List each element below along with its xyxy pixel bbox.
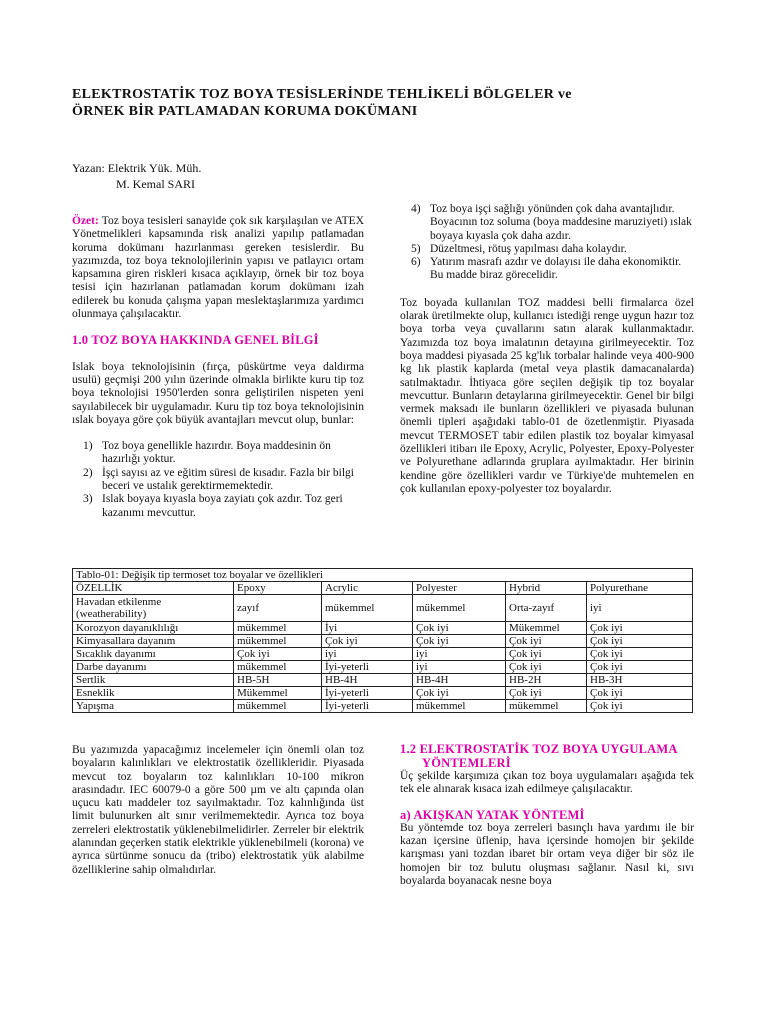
fluid-bed-paragraph: Bu yöntemde toz boya zerreleri basınçlı hava yardımı ile bir kazan içersine üflenip, hava içersinde homojen bir şekilde karışması yani tozdan ibaret bir ortam veya diğer bir söz ile homojen bir toz bulutu oluşması sağlanır. Nasıl ki, sıvı boyalarda boyanacak nesne boya — [400, 821, 694, 888]
section-1-0-paragraph: Islak boya teknolojisinin (fırça, püskürtme veya daldırma usulü) geçmişi 200 yılın üzerinde olmakla birlikte kuru tip toz boya teknolojisi 1950'lerden sonra geliştirilen nispeten yeni sayılabilecek bir uygulamadır. Kuru tip toz boya teknolojisinin ıslak boyaya göre çok büyük avantajları mevcut olup, bunlar: — [72, 360, 364, 426]
title-line-2: ÖRNEK BİR PATLAMADAN KORUMA DOKÜMANI — [72, 104, 418, 119]
list-text: Toz boya genellikle hazırdır. Boya maddesinin ön hazırlığı yoktur. — [102, 440, 331, 466]
heading-line-1: ELEKTROSTATİK TOZ BOYA UYGULAMA — [419, 742, 678, 756]
table-header: Polyester — [413, 582, 506, 595]
table-cell: Çok iyi — [413, 635, 506, 648]
list-text: Yatırım masrafı azdır ve dolayısı ile daha ekonomiktir. Bu madde biraz görecelidir. — [430, 256, 682, 282]
table-cell: mükemmel — [413, 595, 506, 622]
table-cell: Orta-zayıf — [506, 595, 587, 622]
table-cell: Çok iyi — [322, 635, 413, 648]
list-item — [400, 243, 694, 256]
table-cell: mükemmel — [506, 700, 587, 713]
list-number: 5) — [411, 242, 421, 255]
table-cell: Çok iyi — [506, 648, 587, 661]
table-cell: HB-4H — [322, 674, 413, 687]
table-cell: Korozyon dayanıklılığı — [73, 622, 234, 635]
author-block — [72, 160, 201, 192]
list-text: Düzeltmesi, rötuş yapılması daha kolaydır. — [430, 242, 627, 255]
table-cell: Çok iyi — [506, 661, 587, 674]
table-row — [73, 687, 693, 700]
list-text: Toz boya işçi sağlığı yönünden çok daha avantajlıdır. Boyacının toz soluma (boya maddesine maruziyeti) ıslak boyaya kıyasla çok daha azdır. — [430, 203, 692, 242]
table-cell: zayıf — [234, 595, 322, 622]
author-line-1: Yazan: Elektrik Yük. Müh. — [72, 161, 202, 175]
table-row — [73, 622, 693, 635]
table-cell: Çok iyi — [413, 687, 506, 700]
table-cell: iyi — [413, 648, 506, 661]
table-cell: Çok iyi — [587, 687, 693, 700]
document-title — [72, 86, 692, 120]
table-row — [73, 700, 693, 713]
table-cell: Çok iyi — [587, 648, 693, 661]
section-heading-1-2 — [400, 742, 694, 770]
table-cell: Çok iyi — [587, 661, 693, 674]
table-cell: mükemmel — [234, 635, 322, 648]
list-number: 4) — [411, 203, 421, 215]
table-cell: İyi — [322, 622, 413, 635]
list-item — [72, 467, 364, 494]
table-cell: HB-4H — [413, 674, 506, 687]
table-cell: iyi — [413, 661, 506, 674]
abstract-label: Özet: — [72, 215, 99, 227]
table-cell: iyi — [587, 595, 693, 622]
left-column — [72, 215, 364, 520]
subheading-fluid-bed: a) AKIŞKAN YATAK YÖNTEMİ — [400, 807, 585, 822]
table-cell: HB-5H — [234, 674, 322, 687]
table-cell: Çok iyi — [506, 687, 587, 700]
list-number: 6) — [411, 256, 421, 269]
table-cell: İyi-yeterli — [322, 700, 413, 713]
list-number: 1) — [83, 440, 93, 453]
list-number: 3) — [83, 493, 93, 506]
list-number: 2) — [83, 466, 93, 479]
table-cell: iyi — [322, 648, 413, 661]
powder-paint-table — [72, 568, 693, 713]
table-cell: Mükemmel — [234, 687, 322, 700]
table-cell: Yapışma — [73, 700, 234, 713]
right-column — [400, 203, 694, 496]
table-cell: Çok iyi — [587, 700, 693, 713]
heading-number: 1.2 — [400, 742, 417, 756]
table-header: Epoxy — [234, 582, 322, 595]
table-cell: Havadan etkilenme (weatherability) — [73, 595, 234, 622]
table-header-row — [73, 582, 693, 595]
list-text: Islak boyaya kıyasla boya zayiatı çok azdır. Toz geri kazanımı mevcuttur. — [102, 493, 343, 519]
heading-line-2: YÖNTEMLERİ — [422, 756, 511, 770]
table-row — [73, 661, 693, 674]
table-cell: Kimyasallara dayanım — [73, 635, 234, 648]
table-cell: Sertlik — [73, 674, 234, 687]
table-row — [73, 648, 693, 661]
list-item — [72, 493, 364, 520]
abstract-text: Toz boya tesisleri sanayide çok sık karşılaşılan ve ATEX Yönetmelikleri kapsamında risk analizi yapılıp patlamadan koruma dokümanı hazırlanması gereken tesislerdir. Bu yazımızda, toz boya teknolojilerinin yapısı ve patlayıcı ortam kapsamına giren riskleri kısaca açıklayıp, örnek bir toz boya tesisi için hazırlanan patlamadan korum dokümanı izah edilerek bu konuda çalışma yapan meslektaşlarımıza yardımcı olunmaya çalışılacaktır. — [72, 215, 365, 321]
bottom-left-column — [72, 744, 364, 877]
table-cell: mükemmel — [234, 661, 322, 674]
table-header: ÖZELLİK — [73, 582, 234, 595]
bottom-right-column — [400, 742, 694, 888]
table-cell: Çok iyi — [587, 622, 693, 635]
table-cell: mükemmel — [322, 595, 413, 622]
table-cell: Çok iyi — [234, 648, 322, 661]
table-header: Hybrid — [506, 582, 587, 595]
advantages-list-left — [72, 440, 364, 520]
table-cell: HB-2H — [506, 674, 587, 687]
methods-intro: Üç şekilde karşımıza çıkan toz boya uygulamaları aşağıda tek tek ele alınarak kısaca izah edilmeye çalışılacaktır. — [400, 770, 694, 796]
table-cell: Darbe dayanımı — [73, 661, 234, 674]
list-text: İşçi sayısı az ve eğitim süresi de kısadır. Fazla bir bilgi beceri ve ustalık gerektirmemektedir. — [102, 466, 354, 493]
list-item — [400, 203, 694, 243]
table-cell: mükemmel — [413, 700, 506, 713]
toz-paragraph: Toz boyada kullanılan TOZ maddesi belli firmalarca özel olarak üretilmekte olup, kullanıcı istediği renge uygun hazır toz boya torba veya çuvallarını satın alarak kullanmaktadır. Yazımızda toz boya imalatının detayına girilmeyecektir. Toz boya maddesi piyasada 25 kg'lık torbalar halinde veya 400-900 kg lık plastik kaplarda (metal veya plastik damacanalarda) satılmaktadır. İhtiyaca göre seçilen değişik tip toz boyalar mevcuttur. Bunların detaylarına girilmeyecektir. Genel bir bilgi vermek maksadı ile bunların özellikleri ve piyasada bulunan önemli tipleri aşağıdaki tablo-01 de özetlenmiştir. Piyasada mevcut TERMOSET tabir edilen plastik toz boyalar kimyasal özellikleri itibarı ile Epoxy, Acrylic, Polyester, Epoxy-Polyester ve Polyurethane adlarında gruplara ayılmaktadır. Her birinin kendine göre özellikleri vardır ve Türkiye'de muhtemelen en çok kullanılan epoxy-polyester toz boyalardır. — [400, 296, 694, 495]
title-line-1: ELEKTROSTATİK TOZ BOYA TESİSLERİNDE TEHLİKELİ BÖLGELER ve — [72, 87, 572, 102]
table-row — [73, 635, 693, 648]
list-item — [400, 256, 694, 283]
table-cell: mükemmel — [234, 622, 322, 635]
abstract — [72, 215, 364, 321]
list-item — [72, 440, 364, 467]
table-cell: Çok iyi — [587, 635, 693, 648]
table-cell: Esneklik — [73, 687, 234, 700]
thickness-paragraph: Bu yazımızda yapacağımız incelemeler için önemli olan toz boyaların kalınlıkları ve elektrostatik özellikleridir. Piyasada mevcut toz boyaların toz kalınlıkları 10-100 mikron arasındadır. IEC 60079-0 a göre 500 µm ve altı çapında olan uçucu katı maddeler toz sayılmaktadır. Toz kalınlığında üst limit bulunurken alt sınır verilmemektedir. Ayrıca toz boya zerreleri elektrostatik yüklenebilmelidirler. Zerreler bir elektrik alanından geçerken statik elektrikle yüklenebilmeli (korona) ve ayrıca sürtünme sonucu da (tribo) elektrostatik yük alabilme özelliklerine sahip olmalıdırlar. — [72, 744, 364, 876]
section-heading-1-0: 1.0 TOZ BOYA HAKKINDA GENEL BİLGİ — [72, 333, 319, 348]
table-cell: İyi-yeterli — [322, 661, 413, 674]
table-header: Polyurethane — [587, 582, 693, 595]
table-row — [73, 674, 693, 687]
table-cell: Çok iyi — [413, 622, 506, 635]
table-row — [73, 595, 693, 622]
author-name: M. Kemal SARI — [116, 177, 195, 191]
table-header: Acrylic — [322, 582, 413, 595]
table-cell: İyi-yeterli — [322, 687, 413, 700]
advantages-list-right — [400, 203, 694, 283]
table-cell: Çok iyi — [506, 635, 587, 648]
table-cell: HB-3H — [587, 674, 693, 687]
table-cell: mükemmel — [234, 700, 322, 713]
table-cell: Mükemmel — [506, 622, 587, 635]
table-cell: Sıcaklık dayanımı — [73, 648, 234, 661]
table-caption: Tablo-01: Değişik tip termoset toz boyalar ve özellikleri — [73, 569, 693, 582]
